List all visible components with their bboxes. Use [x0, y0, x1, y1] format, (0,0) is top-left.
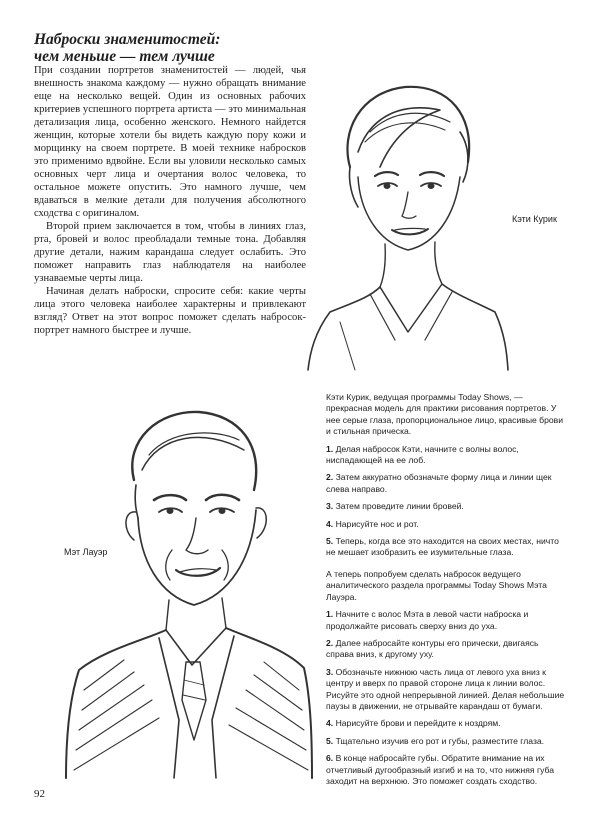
matt-step: 1. Начните с волос Мэта в левой части наброска и продолжайте рисовать сверху вниз до уха. [326, 609, 529, 631]
matt-step: 3. Обозначьте нижнюю часть лица от левого уха вниз к центру и вверх по правой стороне лица к линии волос. Рисуйте это одной непрерывной линией. Делая небольшие паузы в движении, не отрывайте карандаш от бумаги. [326, 666, 565, 711]
intro-paragraph-3: Начиная делать наброски, спросите себя: какие черты лица этого человека наиболее характерны и привлекают взгляд? Ответ на этот вопрос поможет сделать набросок-портрет намного быстрее и лучше. [34, 286, 306, 336]
title-line-2: чем меньше — тем лучше [34, 48, 215, 65]
katie-steps [326, 444, 566, 559]
title-line-1: Наброски знаменитостей: [34, 31, 221, 48]
katie-step: 5. Теперь, когда все это находится на своих местах, ничто не мешает изобразить ее изумительные глаза. [326, 536, 559, 558]
katie-intro: Кэти Курик, ведущая программы Today Shows, — прекрасная модель для практики рисования портретов. У нее серые глаза, пропорциональное лицо, красивые брови и стильная прическа. [326, 392, 564, 437]
matt-step: 5. Тщательно изучив его рот и губы, разместите глаза. [326, 735, 545, 746]
intro-paragraph-2: Второй прием заключается в том, чтобы в линиях глаз, рта, бровей и волос преобладали темные тона. Добавляя другие детали, нажим карандаша следует ослабить. Это поможет направить глаз наблюдателя на наиболее узнаваемые черты лица. [34, 221, 306, 284]
katie-portrait-sketch [300, 72, 510, 372]
matt-steps [326, 609, 566, 787]
page-title [34, 31, 304, 65]
matt-step: 2. Далее набросайте контуры его прически, двигаясь справа вниз, к другому уху. [326, 637, 539, 660]
matt-step: 4. Нарисуйте брови и перейдите к ноздрям. [326, 718, 501, 729]
caption-matt: Мэт Лауэр [64, 547, 108, 557]
instructions-column [326, 392, 566, 793]
page-number: 92 [34, 788, 45, 800]
matt-step: 6. В конце набросайте губы. Обратите внимание на их отчетливый дугообразный изгиб и на то, что нижняя губа заходит на верхнюю. Это поможет создать сходство. [326, 753, 554, 786]
intro-paragraph-1: При создании портретов знаменитостей — людей, чья внешность знакома каждому — нужно обращать внимание еще на несколько вещей. Один из основных рабочих критериев успешного портрета артиста — это минимальная детализация лица, особенно женского. Немного найдется женщин, которые хотели бы видеть каждую пору кожи и морщинку на своем портрете. В моей технике набросков это применимо вдвойне. Если вы уловили несколько самых основных черт лица и очертания волос человека, то остальное можете опустить. Это намного лучше, чем вдаваться в мелкие детали для получения абсолютного сходства с оригиналом. [34, 65, 306, 219]
katie-step: 1. Делая набросок Кэти, начните с волны волос, ниспадающей на ее лоб. [326, 443, 519, 466]
matt-portrait-sketch [64, 400, 314, 780]
intro-text [34, 64, 306, 337]
caption-katie: Кэти Курик [512, 214, 557, 224]
matt-intro: А теперь попробуем сделать набросок ведущего аналитического раздела программы Today Shows Мэта Лауэра. [326, 568, 547, 602]
katie-step: 2. Затем аккуратно обозначьте форму лица и линии щек слева направо. [326, 472, 552, 494]
katie-step: 4. Нарисуйте нос и рот. [326, 518, 419, 529]
katie-step: 3. Затем проведите линии бровей. [326, 501, 464, 512]
